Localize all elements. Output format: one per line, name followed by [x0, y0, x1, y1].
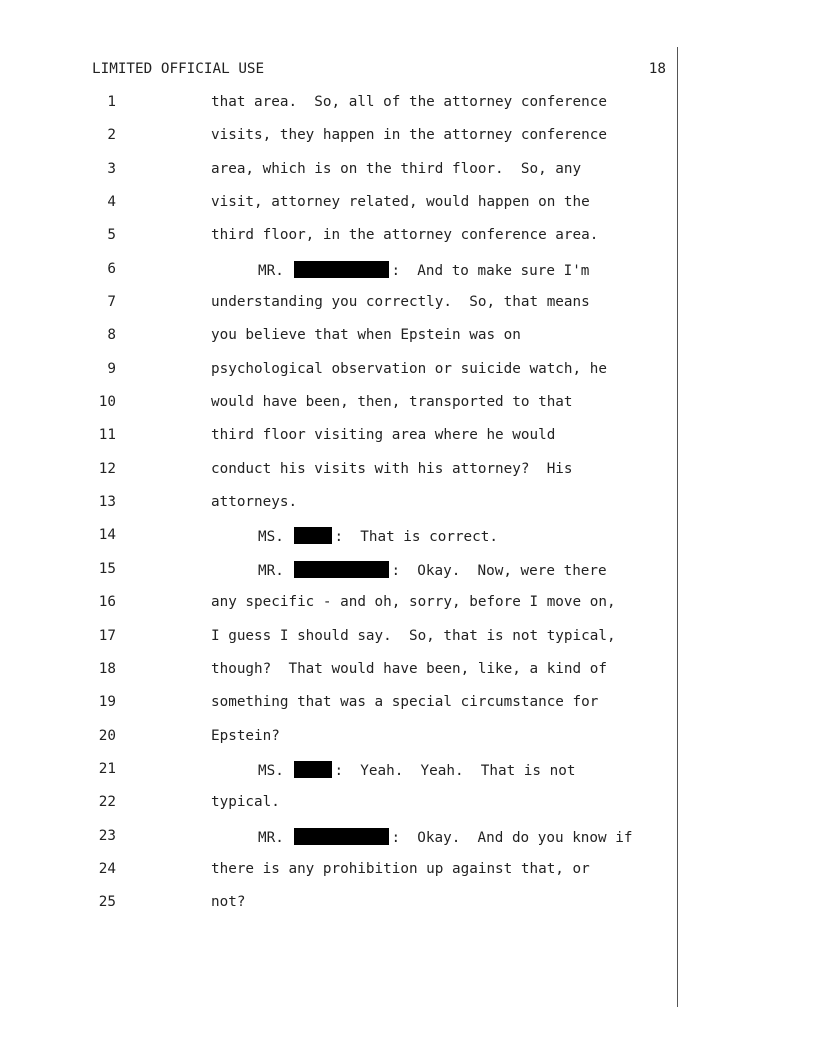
page-number: 18: [648, 61, 666, 77]
redaction-block: [294, 828, 389, 845]
line-text: that area. So, all of the attorney conference: [211, 94, 607, 110]
line-text: : Yeah. Yeah. That is not: [334, 762, 576, 779]
line-text: : Okay. And do you know if: [391, 829, 633, 846]
line-number: 23: [98, 827, 116, 844]
line-number: 12: [98, 460, 116, 477]
line-text: area, which is on the third floor. So, any: [211, 160, 582, 177]
line-text: third floor visiting area where he would: [211, 427, 556, 444]
line-number: 14: [98, 527, 116, 544]
speaker-title: MR.: [258, 262, 284, 279]
line-number: 19: [98, 694, 116, 711]
line-number: 7: [107, 294, 116, 311]
speaker-title: MS.: [258, 762, 284, 779]
line-text: would have been, then, transported to that: [211, 394, 573, 411]
transcript-line: [0, 828, 816, 861]
line-text: typical.: [211, 794, 280, 811]
transcript-line: [0, 628, 816, 661]
speaker-line: [258, 561, 607, 579]
line-number: 16: [98, 594, 116, 611]
line-text: something that was a special circumstance for: [211, 694, 599, 711]
transcript-lines: [0, 94, 816, 928]
speaker-line: [258, 261, 589, 279]
line-text: though? That would have been, like, a kind of: [211, 660, 607, 677]
line-number: 2: [107, 127, 116, 144]
transcript-line: [0, 694, 816, 727]
transcript-line: [0, 361, 816, 394]
transcript-line: [0, 261, 816, 294]
transcript-line: [0, 327, 816, 360]
transcript-line: [0, 427, 816, 460]
speaker-title: MR.: [258, 829, 284, 846]
line-text: visit, attorney related, would happen on the: [211, 194, 590, 211]
speaker-line: [258, 828, 632, 846]
transcript-line: [0, 661, 816, 694]
line-number: 17: [98, 627, 116, 644]
line-number: 20: [98, 727, 116, 744]
line-text: any specific - and oh, sorry, before I move on,: [211, 594, 616, 611]
redaction-block: [294, 527, 332, 544]
transcript-line: [0, 161, 816, 194]
line-number: 22: [98, 794, 116, 811]
redaction-block: [294, 761, 332, 778]
line-text: understanding you correctly. So, that means: [211, 294, 590, 311]
line-number: 25: [98, 894, 116, 911]
line-number: 24: [98, 860, 116, 877]
line-text: third floor, in the attorney conference area.: [211, 227, 599, 244]
line-text: you believe that when Epstein was on: [211, 327, 521, 344]
line-text: Epstein?: [211, 727, 280, 744]
transcript-line: [0, 594, 816, 627]
line-number: 18: [98, 660, 116, 677]
transcript-line: [0, 294, 816, 327]
speaker-title: MS.: [258, 529, 284, 546]
transcript-line: [0, 394, 816, 427]
transcript-line: [0, 894, 816, 927]
transcript-line: [0, 861, 816, 894]
transcript-line: [0, 94, 816, 127]
line-number: 10: [98, 394, 116, 411]
line-number: 8: [107, 327, 116, 344]
speaker-line: [258, 761, 575, 779]
transcript-line: [0, 227, 816, 260]
transcript-line: [0, 494, 816, 527]
line-text: not?: [211, 894, 246, 911]
line-text: I guess I should say. So, that is not typical,: [211, 627, 616, 644]
line-number: 11: [98, 427, 116, 444]
line-text: conduct his visits with his attorney? His: [211, 460, 573, 477]
transcript-line: [0, 794, 816, 827]
redaction-block: [294, 261, 389, 278]
speaker-title: MR.: [258, 562, 284, 579]
transcript-line: [0, 194, 816, 227]
speaker-line: [258, 527, 498, 545]
transcript-line: [0, 461, 816, 494]
line-number: 5: [107, 227, 116, 244]
line-number: 21: [98, 760, 116, 777]
transcript-line: [0, 527, 816, 560]
line-number: 4: [107, 194, 116, 211]
line-number: 3: [107, 160, 116, 177]
line-text: : And to make sure I'm: [391, 262, 590, 279]
line-text: there is any prohibition up against that, or: [211, 860, 590, 877]
line-text: attorneys.: [211, 494, 298, 511]
line-number: 9: [107, 360, 116, 377]
line-number: 1: [107, 94, 116, 110]
transcript-line: [0, 761, 816, 794]
redaction-block: [294, 561, 389, 578]
transcript-line: [0, 127, 816, 160]
line-text: : That is correct.: [334, 529, 498, 546]
line-text: visits, they happen in the attorney conference: [211, 127, 607, 144]
line-number: 15: [98, 560, 116, 577]
transcript-line: [0, 728, 816, 761]
line-text: psychological observation or suicide watch, he: [211, 360, 607, 377]
classification-header: LIMITED OFFICIAL USE: [92, 61, 265, 77]
line-number: 13: [98, 494, 116, 511]
transcript-line: [0, 561, 816, 594]
line-number: 6: [107, 260, 116, 277]
line-text: : Okay. Now, were there: [391, 562, 607, 579]
